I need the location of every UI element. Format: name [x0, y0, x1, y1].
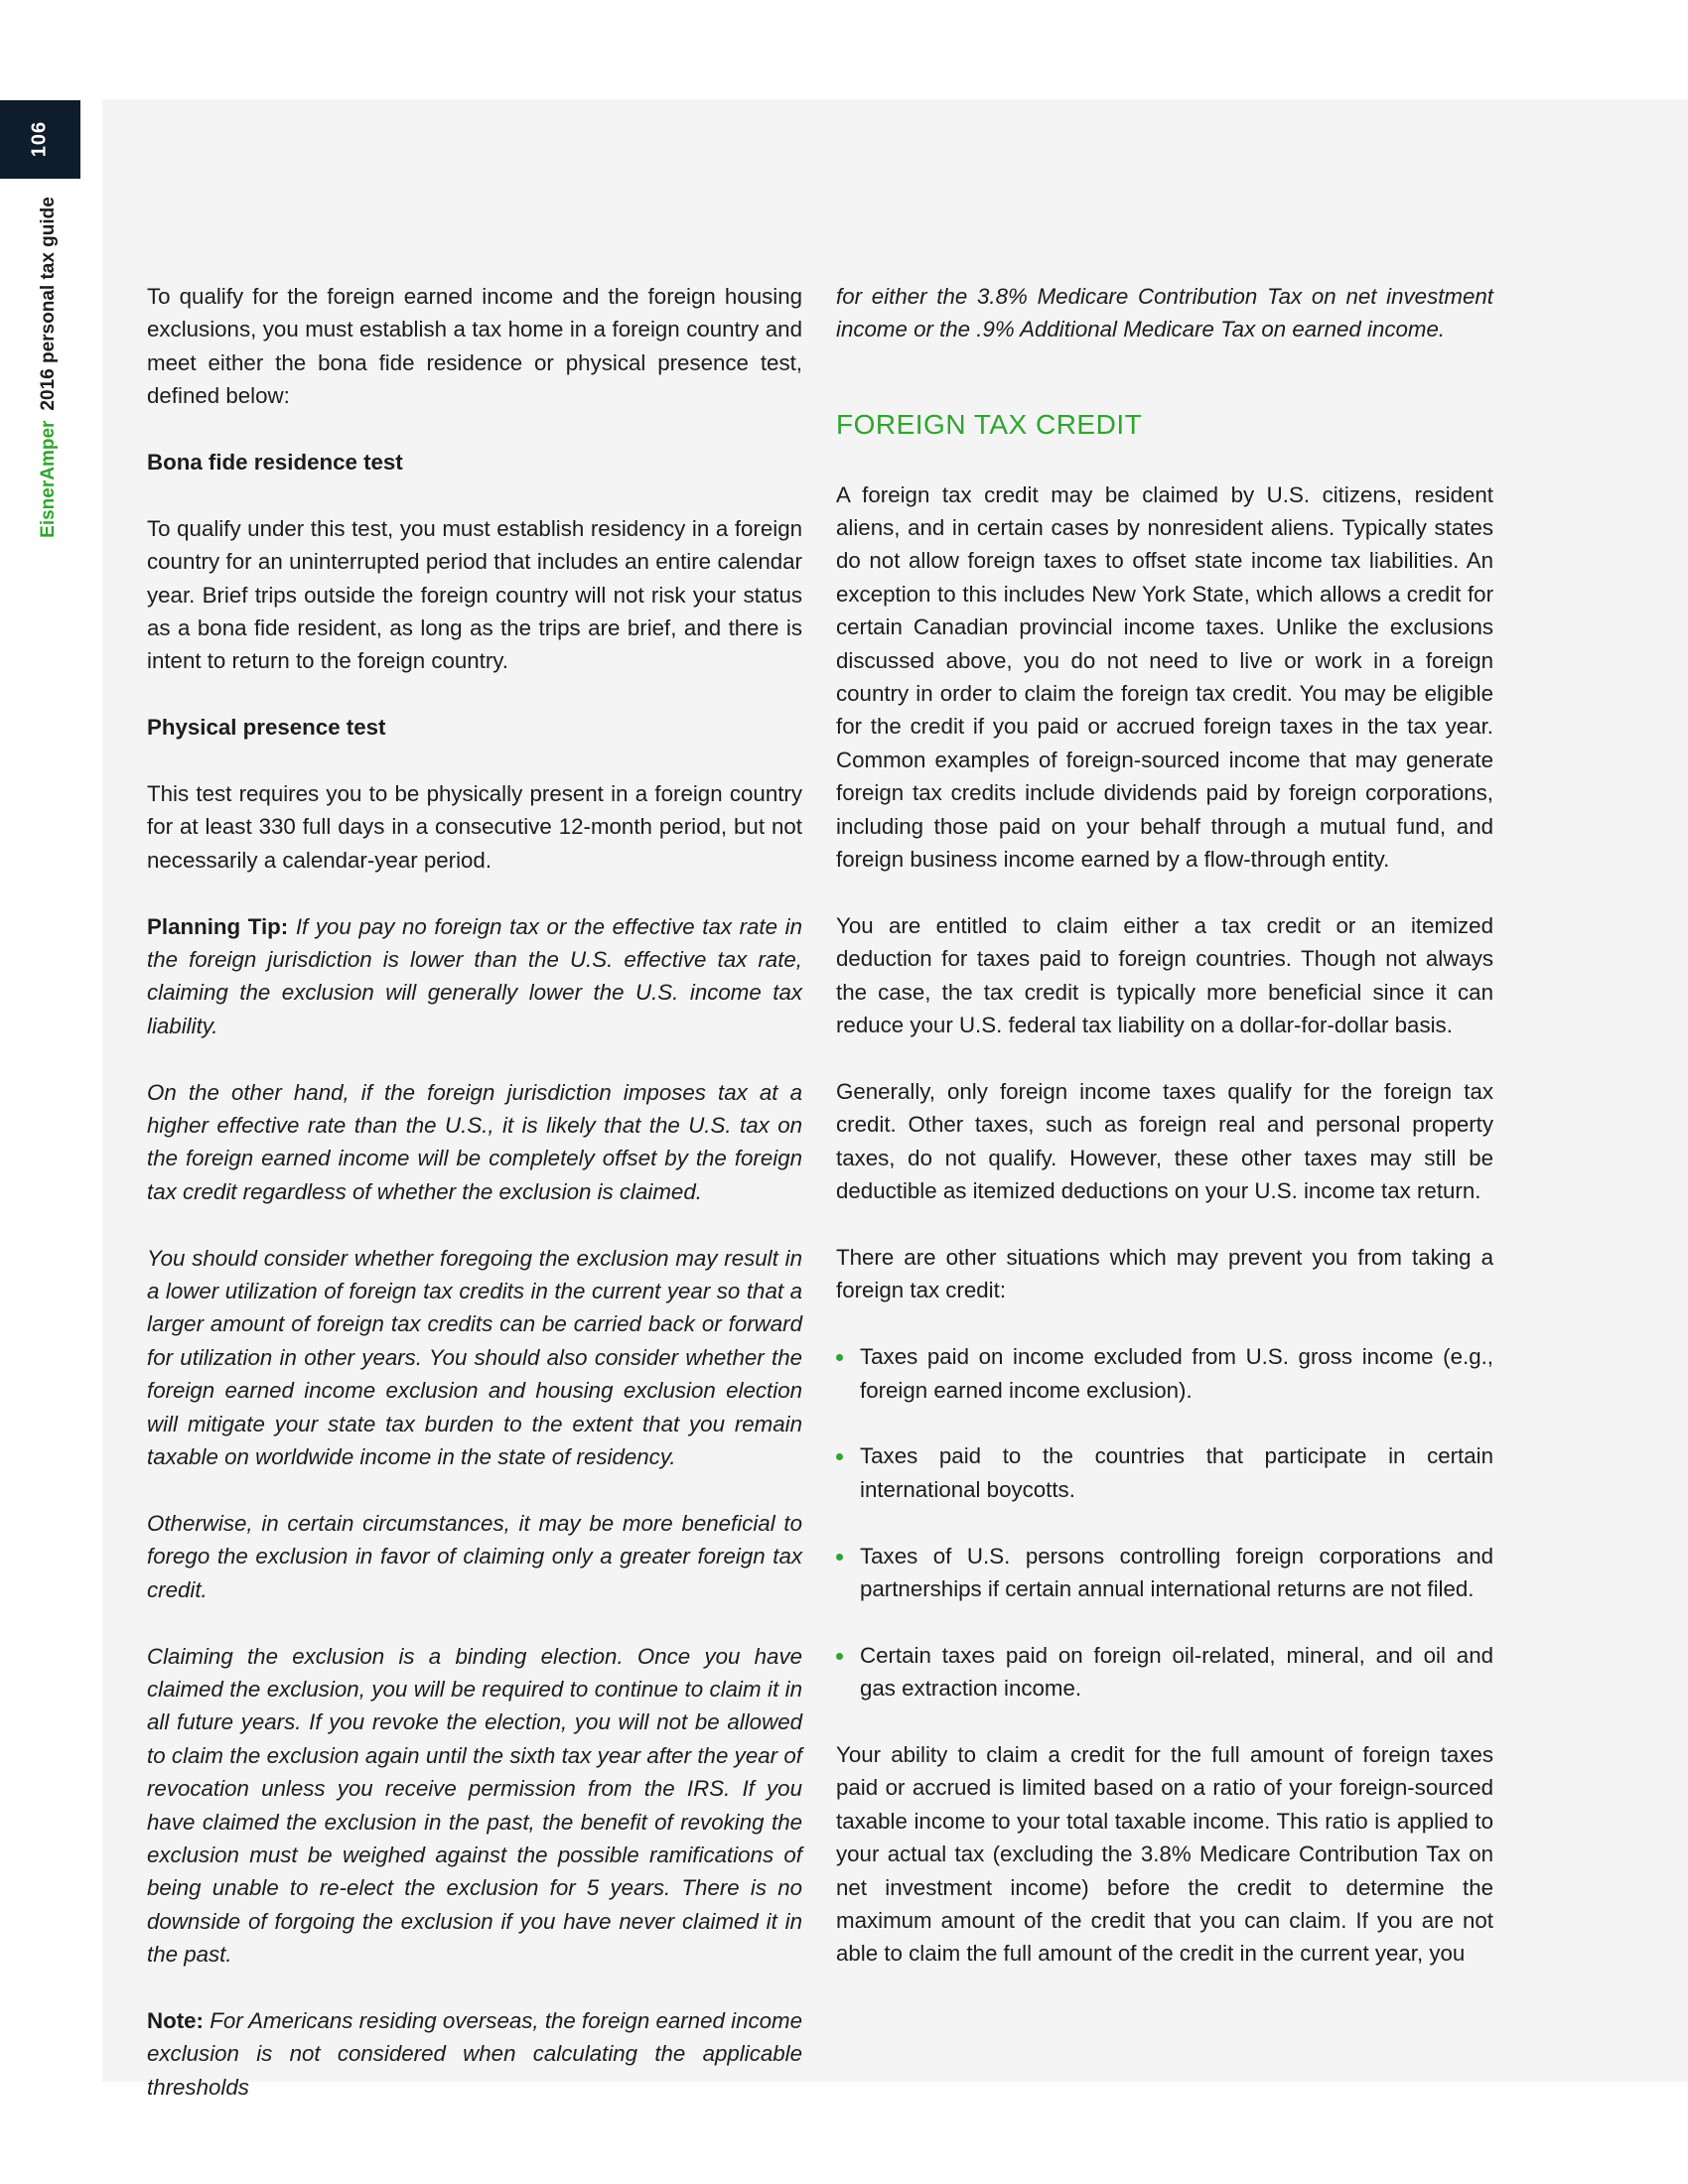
note-continued: for either the 3.8% Medicare Contribution Tax on net investment income or the .9% Additional Medicare Tax on earned income.: [836, 284, 1493, 342]
bona-fide-paragraph: To qualify under this test, you must establish residency in a foreign country for an uninterrupted period that includes an entire calendar year. Brief trips outside the foreign country will not risk your status as a bona fide resident, as long as the trips are brief, and there is intent to return to the foreign country.: [147, 515, 802, 674]
note-label: Note:: [147, 2007, 204, 2033]
brand-name: EisnerAmper: [38, 420, 59, 538]
note-paragraph: [147, 2004, 802, 2104]
ftc-paragraph-4: There are other situations which may prevent you from taking a foreign tax credit:: [836, 1244, 1493, 1303]
intro-paragraph: To qualify for the foreign earned income and the foreign housing exclusions, you must establish a tax home in a foreign country and meet either the bona fide residence or physical presence test, defined below:: [147, 284, 802, 409]
physical-presence-paragraph: This test requires you to be physically present in a foreign country for at least 330 full days in a consecutive 12-month period, but not necessarily a calendar-year period.: [147, 781, 802, 873]
running-header: [38, 197, 60, 538]
binding-election-paragraph: Claiming the exclusion is a binding election. Once you have claimed the exclusion, you will be required to continue to claim it in all future years. If you revoke the election, you will not be allowed to claim the exclusion again until the sixth tax year after the year of revocation unless you receive permission from the IRS. If you have claimed the exclusion in the past, the benefit of revoking the exclusion must be weighed against the possible ramifications of being unable to re-elect the exclusion for 5 years. There is no downside of forgoing the exclusion if you have never claimed it in the past.: [147, 1643, 802, 1968]
consider-paragraph: You should consider whether foregoing the exclusion may result in a lower utilization of foreign tax credits in the current year so that a larger amount of foreign tax credits can be carried back or forward for utilization in other years. You should also consider whether the foreign earned income exclusion and housing exclusion election will mitigate your state tax burden to the extent that you remain taxable on worldwide income in the state of residency.: [147, 1245, 802, 1470]
left-column: [147, 280, 802, 2137]
planning-tip-label: Planning Tip:: [147, 913, 289, 939]
list-item: Certain taxes paid on foreign oil-related, mineral, and oil and gas extraction income.: [836, 1639, 1493, 1706]
ftc-paragraph-2: You are entitled to claim either a tax credit or an itemized deduction for taxes paid to foreign countries. Though not always the case, the tax credit is typically more beneficial since it can reduce your U.S. federal tax liability on a dollar-for-dollar basis.: [836, 912, 1493, 1038]
planning-tip: [147, 910, 802, 1043]
situations-list: [836, 1340, 1493, 1705]
ftc-paragraph-3: Generally, only foreign income taxes qualify for the foreign tax credit. Other taxes, such as foreign real and personal property taxes, do not qualify. However, these other taxes may still be deductible as itemized deductions on your U.S. income tax return.: [836, 1078, 1493, 1204]
page-number: 106: [28, 120, 51, 158]
other-hand-paragraph: On the other hand, if the foreign jurisdiction imposes tax at a higher effective rate than the U.S., it is likely that the U.S. tax on the foreign earned income will be completely offset by the foreign tax credit regardless of whether the exclusion is claimed.: [147, 1079, 802, 1204]
note-text: For Americans residing overseas, the foreign earned income exclusion is not considered when calculating the applicable thresholds: [147, 2007, 802, 2100]
list-item: Taxes paid to the countries that participate in certain international boycotts.: [836, 1439, 1493, 1506]
right-column: [836, 280, 1493, 2003]
list-item: Taxes paid on income excluded from U.S. gross income (e.g., foreign earned income exclusion).: [836, 1340, 1493, 1407]
bona-fide-heading: Bona fide residence test: [147, 450, 403, 476]
physical-presence-heading: Physical presence test: [147, 715, 386, 741]
ftc-paragraph-1: A foreign tax credit may be claimed by U.S. citizens, resident aliens, and in certain cases by nonresident aliens. Typically states do not allow foreign taxes to offset state income tax liabilities. An exception to this includes New York State, which allows a credit for certain Canadian provincial income taxes. Unlike the exclusions discussed above, you do not need to live or work in a foreign country in order to claim the foreign tax credit. You may be eligible for the credit if you paid or accrued foreign taxes in the tax year. Common examples of foreign-sourced income that may generate foreign tax credits include dividends paid by foreign corporations, including those paid on your behalf through a mutual fund, and foreign business income earned by a flow-through entity.: [836, 481, 1493, 873]
section-title: FOREIGN TAX CREDIT: [836, 409, 1143, 441]
list-item: Taxes of U.S. persons controlling foreign corporations and partnerships if certain annual international returns are not filed.: [836, 1540, 1493, 1606]
planning-tip-text: If you pay no foreign tax or the effective tax rate in the foreign jurisdiction is lower than the U.S. effective tax rate, claiming the exclusion will generally lower the U.S. income tax liability.: [147, 913, 802, 1038]
guide-title: 2016 personal tax guide: [38, 197, 59, 411]
otherwise-paragraph: Otherwise, in certain circumstances, it may be more beneficial to forego the exclusion in favor of claiming only a greater foreign tax credit.: [147, 1510, 802, 1602]
ftc-paragraph-5: Your ability to claim a credit for the full amount of foreign taxes paid or accrued is limited based on a ratio of your foreign-sourced taxable income to your total taxable income. This ratio is applied to your actual tax (excluding the 3.8% Medicare Contribution Tax on net investment income) before the credit to determine the maximum amount of the credit that you can claim. If you are not able to claim the full amount of the credit in the current year, you: [836, 1741, 1493, 1967]
